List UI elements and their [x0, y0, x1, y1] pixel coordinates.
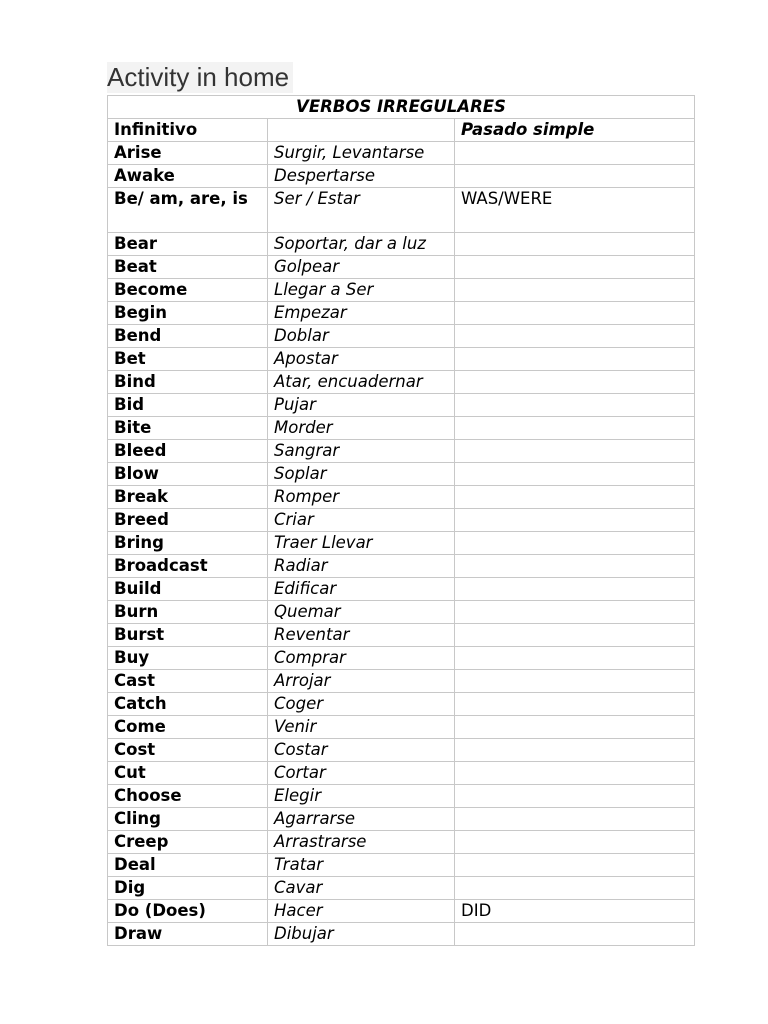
translation-cell: Agarrarse: [268, 808, 455, 831]
past-simple-cell: [455, 808, 695, 831]
header-infinitive: Infinitivo: [108, 119, 268, 142]
past-simple-cell: [455, 739, 695, 762]
infinitive-cell: Breed: [108, 509, 268, 532]
translation-cell: Soportar, dar a luz: [268, 233, 455, 256]
translation-cell: Tratar: [268, 854, 455, 877]
past-simple-cell: DID: [455, 900, 695, 923]
past-simple-cell: [455, 762, 695, 785]
table-row: [108, 831, 695, 854]
infinitive-cell: Cost: [108, 739, 268, 762]
table-row: [108, 463, 695, 486]
table-row: [108, 165, 695, 188]
translation-cell: Arrojar: [268, 670, 455, 693]
infinitive-cell: Choose: [108, 785, 268, 808]
table-row: [108, 279, 695, 302]
translation-cell: Reventar: [268, 624, 455, 647]
past-simple-cell: [455, 302, 695, 325]
table-row: [108, 693, 695, 716]
translation-cell: Doblar: [268, 325, 455, 348]
past-simple-cell: [455, 624, 695, 647]
table-row: [108, 762, 695, 785]
past-simple-cell: [455, 463, 695, 486]
infinitive-cell: Bring: [108, 532, 268, 555]
past-simple-cell: [455, 555, 695, 578]
past-simple-cell: WAS/WERE: [455, 188, 695, 233]
table-row: [108, 624, 695, 647]
infinitive-cell: Buy: [108, 647, 268, 670]
translation-cell: Comprar: [268, 647, 455, 670]
translation-cell: Arrastrarse: [268, 831, 455, 854]
past-simple-cell: [455, 440, 695, 463]
table-row: [108, 509, 695, 532]
table-header-row: [108, 119, 695, 142]
infinitive-cell: Be/ am, are, is: [108, 188, 268, 233]
past-simple-cell: [455, 923, 695, 946]
past-simple-cell: [455, 348, 695, 371]
past-simple-cell: [455, 509, 695, 532]
infinitive-cell: Bite: [108, 417, 268, 440]
infinitive-cell: Bid: [108, 394, 268, 417]
translation-cell: Pujar: [268, 394, 455, 417]
infinitive-cell: Catch: [108, 693, 268, 716]
table-row: [108, 532, 695, 555]
infinitive-cell: Bear: [108, 233, 268, 256]
infinitive-cell: Bend: [108, 325, 268, 348]
table-row: [108, 348, 695, 371]
infinitive-cell: Begin: [108, 302, 268, 325]
table-row: [108, 555, 695, 578]
table-row: [108, 142, 695, 165]
table-row: [108, 601, 695, 624]
past-simple-cell: [455, 279, 695, 302]
infinitive-cell: Become: [108, 279, 268, 302]
table-row: [108, 854, 695, 877]
table-row: [108, 417, 695, 440]
table-row: [108, 486, 695, 509]
past-simple-cell: [455, 601, 695, 624]
past-simple-cell: [455, 142, 695, 165]
infinitive-cell: Draw: [108, 923, 268, 946]
past-simple-cell: [455, 647, 695, 670]
infinitive-cell: Dig: [108, 877, 268, 900]
translation-cell: Criar: [268, 509, 455, 532]
translation-cell: Golpear: [268, 256, 455, 279]
past-simple-cell: [455, 417, 695, 440]
table-row: [108, 670, 695, 693]
translation-cell: Romper: [268, 486, 455, 509]
infinitive-cell: Burn: [108, 601, 268, 624]
translation-cell: Elegir: [268, 785, 455, 808]
table-row: [108, 578, 695, 601]
translation-cell: Surgir, Levantarse: [268, 142, 455, 165]
infinitive-cell: Blow: [108, 463, 268, 486]
translation-cell: Ser / Estar: [268, 188, 455, 233]
table-row: [108, 371, 695, 394]
translation-cell: Quemar: [268, 601, 455, 624]
infinitive-cell: Arise: [108, 142, 268, 165]
past-simple-cell: [455, 256, 695, 279]
infinitive-cell: Break: [108, 486, 268, 509]
translation-cell: Dibujar: [268, 923, 455, 946]
table-row: [108, 325, 695, 348]
past-simple-cell: [455, 165, 695, 188]
infinitive-cell: Cast: [108, 670, 268, 693]
past-simple-cell: [455, 486, 695, 509]
translation-cell: Coger: [268, 693, 455, 716]
translation-cell: Cavar: [268, 877, 455, 900]
table-title-row: [108, 96, 695, 119]
infinitive-cell: Awake: [108, 165, 268, 188]
table-row: [108, 647, 695, 670]
infinitive-cell: Cling: [108, 808, 268, 831]
past-simple-cell: [455, 325, 695, 348]
past-simple-cell: [455, 785, 695, 808]
infinitive-cell: Cut: [108, 762, 268, 785]
table-row: [108, 900, 695, 923]
past-simple-cell: [455, 532, 695, 555]
table-row: [108, 188, 695, 233]
infinitive-cell: Come: [108, 716, 268, 739]
table-row: [108, 716, 695, 739]
table-row: [108, 233, 695, 256]
translation-cell: Radiar: [268, 555, 455, 578]
infinitive-cell: Bleed: [108, 440, 268, 463]
past-simple-cell: [455, 233, 695, 256]
past-simple-cell: [455, 693, 695, 716]
infinitive-cell: Broadcast: [108, 555, 268, 578]
past-simple-cell: [455, 831, 695, 854]
irregular-verbs-table: [107, 95, 695, 946]
table-row: [108, 440, 695, 463]
infinitive-cell: Do (Does): [108, 900, 268, 923]
infinitive-cell: Bet: [108, 348, 268, 371]
translation-cell: Hacer: [268, 900, 455, 923]
past-simple-cell: [455, 371, 695, 394]
infinitive-cell: Deal: [108, 854, 268, 877]
translation-cell: Despertarse: [268, 165, 455, 188]
past-simple-cell: [455, 670, 695, 693]
past-simple-cell: [455, 716, 695, 739]
translation-cell: Llegar a Ser: [268, 279, 455, 302]
table-row: [108, 302, 695, 325]
table-title: VERBOS IRREGULARES: [108, 96, 695, 119]
page-title: Activity in home: [107, 62, 293, 93]
table-row: [108, 739, 695, 762]
translation-cell: Edificar: [268, 578, 455, 601]
infinitive-cell: Burst: [108, 624, 268, 647]
table-row: [108, 394, 695, 417]
table-row: [108, 785, 695, 808]
translation-cell: Traer Llevar: [268, 532, 455, 555]
translation-cell: Costar: [268, 739, 455, 762]
past-simple-cell: [455, 854, 695, 877]
table-row: [108, 256, 695, 279]
past-simple-cell: [455, 877, 695, 900]
infinitive-cell: Build: [108, 578, 268, 601]
verbs-table-body: [108, 96, 695, 946]
table-row: [108, 877, 695, 900]
header-translation: [268, 119, 455, 142]
table-row: [108, 808, 695, 831]
infinitive-cell: Creep: [108, 831, 268, 854]
table-row: [108, 923, 695, 946]
translation-cell: Cortar: [268, 762, 455, 785]
past-simple-cell: [455, 578, 695, 601]
translation-cell: Empezar: [268, 302, 455, 325]
translation-cell: Soplar: [268, 463, 455, 486]
infinitive-cell: Bind: [108, 371, 268, 394]
translation-cell: Venir: [268, 716, 455, 739]
translation-cell: Apostar: [268, 348, 455, 371]
translation-cell: Atar, encuadernar: [268, 371, 455, 394]
translation-cell: Morder: [268, 417, 455, 440]
past-simple-cell: [455, 394, 695, 417]
infinitive-cell: Beat: [108, 256, 268, 279]
header-past-simple: Pasado simple: [455, 119, 695, 142]
translation-cell: Sangrar: [268, 440, 455, 463]
